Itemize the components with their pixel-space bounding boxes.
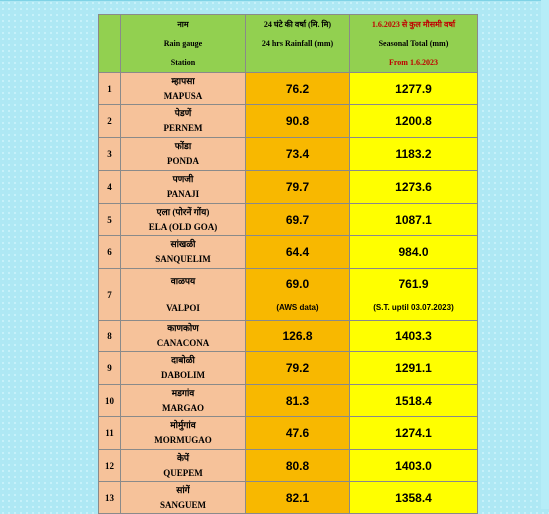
station-hindi: काणकोण [167,323,199,333]
serial-cell: 13 [99,482,121,514]
station-english: SANQUELIM [155,254,211,264]
station-english: ELA (OLD GOA) [148,221,218,232]
table-row [99,321,478,352]
station-cell [121,138,246,171]
seasonal-total-cell: 1403.3 [350,321,478,352]
header-24hr-cell [246,15,350,73]
serial-cell: 7 [99,269,121,321]
station-cell [121,269,246,321]
station-hindi: दाबोळी [171,355,195,365]
station-cell [121,236,246,269]
seasonal-total-cell: 1273.6 [350,171,478,204]
rainfall-table [98,14,478,514]
header-station-english-2: Station [170,58,196,67]
station-english: DABOLIM [160,370,205,380]
station-hindi: सांखळी [170,239,196,249]
header-station-cell [121,15,246,73]
station-english: QUEPEM [163,467,203,478]
serial-cell: 4 [99,171,121,204]
station-english: SANGUEM [159,499,206,510]
serial-cell: 3 [99,138,121,171]
station-hindi: सांगें [176,484,190,495]
station-english: VALPOI [166,302,200,313]
table-row [99,73,478,105]
seasonal-total-cell: 1277.9 [350,73,478,105]
station-cell [121,321,246,352]
header-24hr-hindi: 24 घंटे की वर्षा (मि. मि) [263,20,332,29]
serial-cell: 2 [99,105,121,138]
rainfall-24hr-cell: 126.8 [246,321,350,352]
table-row [99,352,478,385]
station-english: PANAJI [166,189,200,199]
station-hindi: मडगांव [171,387,195,398]
table-row [99,204,478,236]
station-hindi: फोंडा [174,141,192,151]
right-edge [541,0,549,509]
rainfall-24hr-cell: 79.2 [246,352,350,385]
rainfall-24hr-cell: 81.3 [246,385,350,417]
table-row [99,450,478,482]
table-row [99,385,478,417]
station-cell [121,385,246,417]
seasonal-total-cell: 1358.4 [350,482,478,514]
rainfall-24hr-value: 69.0 [285,277,310,291]
station-cell [121,352,246,385]
station-hindi: मोर्मुगांव [170,420,196,430]
rainfall-24hr-cell: 82.1 [246,482,350,514]
header-total-from: From 1.6.2023 [389,58,438,67]
seasonal-total-cell: 1200.8 [350,105,478,138]
station-hindi: केपें [176,452,190,463]
table-row [99,105,478,138]
table-row [99,171,478,204]
station-english: MARGAO [162,402,204,413]
header-total-hindi: 1.6.2023 से कुल मौसमी वर्षा [371,20,456,29]
header-station-english: Rain gauge [163,39,203,48]
seasonal-total-cell [350,269,478,321]
rainfall-24hr-cell: 47.6 [246,417,350,450]
seasonal-total-value: 761.9 [398,277,429,291]
header-total-cell [350,15,478,73]
station-cell [121,450,246,482]
station-cell [121,417,246,450]
table-header-row [99,15,478,73]
seasonal-total-cell: 1291.1 [350,352,478,385]
serial-cell: 6 [99,236,121,269]
station-hindi: वाळपय [170,275,196,286]
serial-cell: 10 [99,385,121,417]
station-cell [121,105,246,138]
serial-cell: 12 [99,450,121,482]
station-hindi: म्हापसा [171,75,195,86]
header-serial-cell [99,15,121,73]
station-cell [121,204,246,236]
station-hindi: एला (पोरनें गोंय) [156,206,210,217]
station-hindi: पणजी [172,174,194,184]
rainfall-24hr-cell: 80.8 [246,450,350,482]
table-row [99,417,478,450]
header-24hr-english: 24 hrs Rainfall (mm) [261,39,334,48]
rainfall-24hr-cell: 79.7 [246,171,350,204]
header-station-hindi: नाम [177,20,189,29]
table-row [99,236,478,269]
station-english: MAPUSA [163,90,203,101]
seasonal-total-note: (S.T. uptil 03.07.2023) [373,303,454,312]
rainfall-24hr-cell: 64.4 [246,236,350,269]
seasonal-total-cell: 1518.4 [350,385,478,417]
station-hindi: पेडणें [174,108,192,118]
serial-cell: 8 [99,321,121,352]
serial-cell: 5 [99,204,121,236]
rainfall-24hr-cell: 73.4 [246,138,350,171]
seasonal-total-cell: 984.0 [350,236,478,269]
station-english: CANACONA [156,338,210,348]
rainfall-24hr-cell: 69.7 [246,204,350,236]
top-border [0,0,549,1]
seasonal-total-cell: 1183.2 [350,138,478,171]
rainfall-24hr-cell: 76.2 [246,73,350,105]
table-row [99,138,478,171]
station-english: MORMUGAO [154,435,212,445]
rainfall-24hr-cell [246,269,350,321]
seasonal-total-cell: 1274.1 [350,417,478,450]
serial-cell: 1 [99,73,121,105]
serial-cell: 9 [99,352,121,385]
rainfall-24hr-note: (AWS data) [276,303,319,312]
seasonal-total-cell: 1403.0 [350,450,478,482]
seasonal-total-cell: 1087.1 [350,204,478,236]
station-english: PERNEM [163,123,203,133]
table-body [99,73,478,514]
station-cell [121,73,246,105]
station-english: PONDA [167,156,199,166]
header-total-english: Seasonal Total (mm) [378,39,449,48]
serial-cell: 11 [99,417,121,450]
rainfall-24hr-cell: 90.8 [246,105,350,138]
station-cell [121,171,246,204]
table-row [99,269,478,321]
